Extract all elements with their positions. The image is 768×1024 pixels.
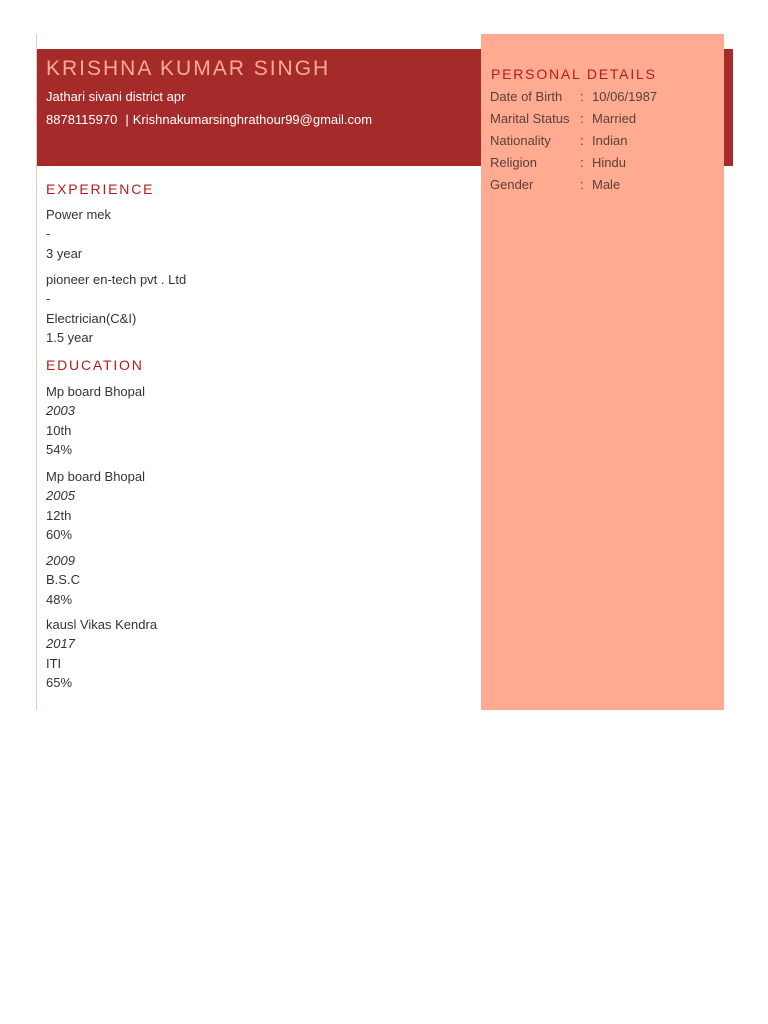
detail-colon: : [580,89,584,104]
personal-details-heading: PERSONAL DETAILS [491,66,657,82]
education-institution: kausl Vikas Kendra [46,617,158,632]
experience-item [46,205,466,263]
education-degree: 12th [46,507,72,523]
education-heading: EDUCATION [46,357,144,373]
education-year: 2017 [46,636,75,652]
candidate-name: KRISHNA KUMAR SINGH [46,57,331,80]
experience-duration: 1.5 year [46,329,93,345]
experience-org: Power mek [46,207,112,222]
contact-separator: | [125,112,129,127]
experience-item [46,270,466,347]
education-degree: B.S.C [46,572,80,588]
experience-role: Electrician(C&I) [46,310,137,326]
education-score: 54% [46,441,73,457]
experience-dash: - [46,226,51,242]
detail-label: Gender [490,177,534,192]
experience-dash: - [46,291,51,307]
detail-colon: : [580,155,584,170]
detail-value: Male [592,177,621,192]
detail-value: Married [592,111,637,126]
detail-value: Hindu [592,155,626,170]
detail-label: Nationality [490,133,551,148]
education-degree: ITI [46,655,62,671]
education-score: 48% [46,591,73,607]
detail-value: Indian [592,133,628,148]
detail-label: Religion [490,155,537,170]
detail-colon: : [580,133,584,148]
education-item [46,382,466,459]
education-item [46,551,466,609]
experience-org: pioneer en-tech pvt . Ltd [46,272,187,287]
detail-colon: : [580,111,584,126]
detail-value: 10/06/1987 [592,89,658,104]
education-year: 2003 [46,403,75,419]
experience-heading: EXPERIENCE [46,181,155,197]
contact-line [46,112,372,127]
education-year: 2005 [46,488,75,504]
education-score: 60% [46,526,73,542]
address: Jathari sivani district apr [46,89,186,104]
phone: 8878115970 [46,112,118,127]
education-item [46,615,466,692]
email: Krishnakumarsinghrathour99@gmail.com [132,112,373,127]
detail-label: Marital Status [490,111,570,126]
detail-colon: : [580,177,584,192]
detail-label: Date of Birth [490,89,563,104]
education-institution: Mp board Bhopal [46,469,146,484]
education-institution: Mp board Bhopal [46,384,146,399]
education-year: 2009 [46,553,75,568]
education-item [46,467,466,544]
education-degree: 10th [46,422,72,438]
experience-duration: 3 year [46,245,83,261]
education-score: 65% [46,674,73,690]
